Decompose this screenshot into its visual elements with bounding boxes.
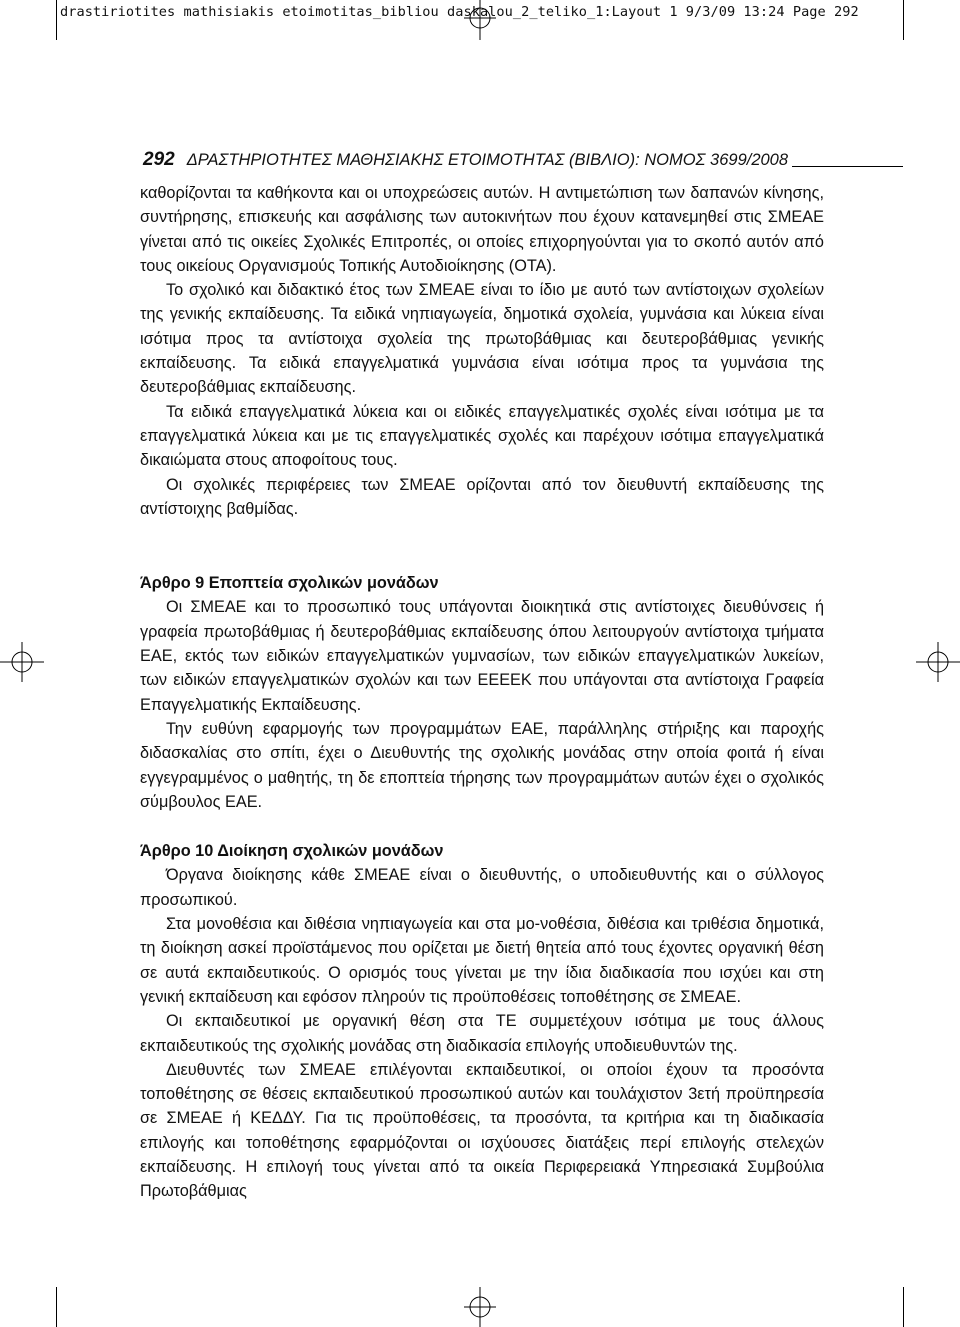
article-10-heading: Άρθρο 10 Διοίκηση σχολικών μονάδων — [140, 842, 444, 861]
crop-mark-top-left — [56, 0, 57, 40]
paragraph: Διευθυντές των ΣΜΕΑΕ επιλέγονται εκπαιδευτικοί, οι οποίοι έχουν τα προσόντα τοποθέτησης σε θέσεις εκπαιδευτικού προσωπικού αυτών και τουλάχιστον 3ετή προϋπηρεσία σε ΣΜΕΑΕ ή ΚΕΔΔΥ. Για τις προϋποθέσεις, τα προσόντα, τα κριτήρια και τη διαδικασία επιλογής και τοποθέτησης εφαρμόζονται οι ισχύουσες διατάξεις περί επιλογής στελεχών εκπαίδευσης. Η επιλογή τους γίνεται από τα οικεία Περιφερειακά Υπηρεσιακά Συμβούλια Πρωτοβάθμιας — [140, 1060, 824, 1201]
article-9-heading: Άρθρο 9 Εποπτεία σχολικών μονάδων — [140, 574, 439, 593]
header-rule — [792, 166, 903, 167]
running-head — [143, 149, 788, 171]
crop-mark-top-right — [903, 0, 904, 40]
paragraph: Το σχολικό και διδακτικό έτος των ΣΜΕΑΕ είναι το ίδιο με αυτό των αντίστοιχων σχολείων της γενικής εκπαίδευσης. Τα ειδικά νηπιαγωγεία, δημοτικά σχολεία, γυμνάσια και λύκεια είναι ισότιμα προς τα αντίστοιχα σχολεία της πρωτοβάθμιας και δευτεροβάθμιας γενικής εκπαίδευσης. Τα ειδικά επαγγελματικά γυμνάσια είναι ισότιμα προς τα γυμνάσια της δευτεροβάθμιας εκπαίδευσης. — [140, 281, 824, 397]
paragraph: καθορίζονται τα καθήκοντα και οι υποχρεώσεις αυτών. Η αντιμετώπιση των δαπανών κίνησης, συντήρησης, επισκευής και ασφάλισης των αυτοκινήτων που έχουν κατανεμηθεί στις ΣΜΕΑΕ γίνεται από τις οικείες Σχολικές Επιτροπές, οι οποίες επιχορηγούνται για το σκοπό αυτόν από τους οικείους Οργανισμούς Τοπικής Αυτοδιοίκησης (ΟΤΑ). — [140, 184, 824, 275]
paragraph: Όργανα διοίκησης κάθε ΣΜΕΑΕ είναι ο διευθυντής, ο υποδιευθυντής και ο σύλλογος προσωπικού. — [140, 866, 824, 909]
section-gap — [140, 814, 824, 839]
paragraph: Την ευθύνη εφαρμογής των προγραμμάτων ΕΑΕ, παράλληλης στήριξης και παροχής διδασκαλίας στο σπίτι, έχει ο Διευθυντής της σχολικής μονάδας στην οποία φοιτά ή είναι εγγεγραμμένος ο μαθητής, τη δε εποπτεία τήρησης των προγραμμάτων αυτών έχει ο σχολικός σύμβουλος ΕΑΕ. — [140, 719, 824, 811]
section-gap — [140, 521, 824, 546]
section-gap — [140, 546, 824, 571]
running-title: ΔΡΑΣΤΗΡΙΟΤΗΤΕΣ ΜΑΘΗΣΙΑΚΗΣ ΕΤΟΙΜΟΤΗΤΑΣ (ΒΙΒΛΙΟ): ΝΟΜΟΣ 3699/2008 — [186, 151, 789, 169]
print-slug-line: drastiriotites mathisiakis etoimotitas_bibliou daskalou_2_teliko_1:Layout 1 9/3/09 13:24 Page 292 — [60, 4, 859, 20]
registration-mark-top-icon — [464, 0, 496, 40]
paragraph: Οι εκπαιδευτικοί με οργανική θέση στα ΤΕ συμμετέχουν ισότιμα με τους άλλους εκπαιδευτικούς της σχολικής μονάδας στη διαδικασία επιλογής υποδιευθυντών της. — [140, 1012, 824, 1055]
page-number: 292 — [143, 149, 175, 170]
paragraph: Οι ΣΜΕΑΕ και το προσωπικό τους υπάγονται διοικητικά στις αντίστοιχες διευθύνσεις ή γραφεία πρωτοβάθμιας ή δευτεροβάθμιας εκπαίδευσης όπου λειτουργούν αντίστοιχα τμήματα ΕΑΕ, εκτός των ειδικών επαγγελματικών γυμνασίων, των ειδικών επαγγελματικών λυκείων, των ειδικών επαγγελματικών σχολών και των ΕΕΕΕΚ που υπάγονται στα αντίστοιχα Γραφεία Επαγγελματικής Εκπαίδευσης. — [140, 598, 824, 714]
paragraph: Τα ειδικά επαγγελματικά λύκεια και οι ειδικές επαγγελματικές σχολές είναι ισότιμα με τα επαγγελματικά λύκεια και με τις επαγγελματικές σχολές και παρέχουν ισότιμα επαγγελματικά δικαιώματα στους αποφοίτους τους. — [140, 402, 824, 470]
registration-mark-bottom-icon — [464, 1287, 496, 1327]
crop-mark-bottom-right — [903, 1287, 904, 1327]
registration-mark-right-icon — [916, 642, 960, 682]
paragraph: Στα μονοθέσια και διθέσια νηπιαγωγεία και στα μο-νοθέσια, διθέσια και τριθέσια δημοτικά, τη διοίκηση ασκεί προϊστάμενος που ορίζεται με διετή θητεία από τους έχοντες οργανική θέση σε αυτά εκπαιδευτικούς. Ο ορισμός τους γίνεται με την ίδια διαδικασία που ισχύει και στη γενική εκπαίδευση και εφόσον πληρούν τις προϋποθέσεις τοποθέτησης σε ΣΜΕΑΕ. — [140, 915, 824, 1006]
crop-mark-bottom-left — [56, 1287, 57, 1327]
page-body — [140, 181, 824, 1204]
registration-mark-left-icon — [0, 642, 44, 682]
paragraph: Οι σχολικές περιφέρειες των ΣΜΕΑΕ ορίζονται από τον διευθυντή εκπαίδευσης της αντίστοιχης βαθμίδας. — [140, 475, 824, 518]
